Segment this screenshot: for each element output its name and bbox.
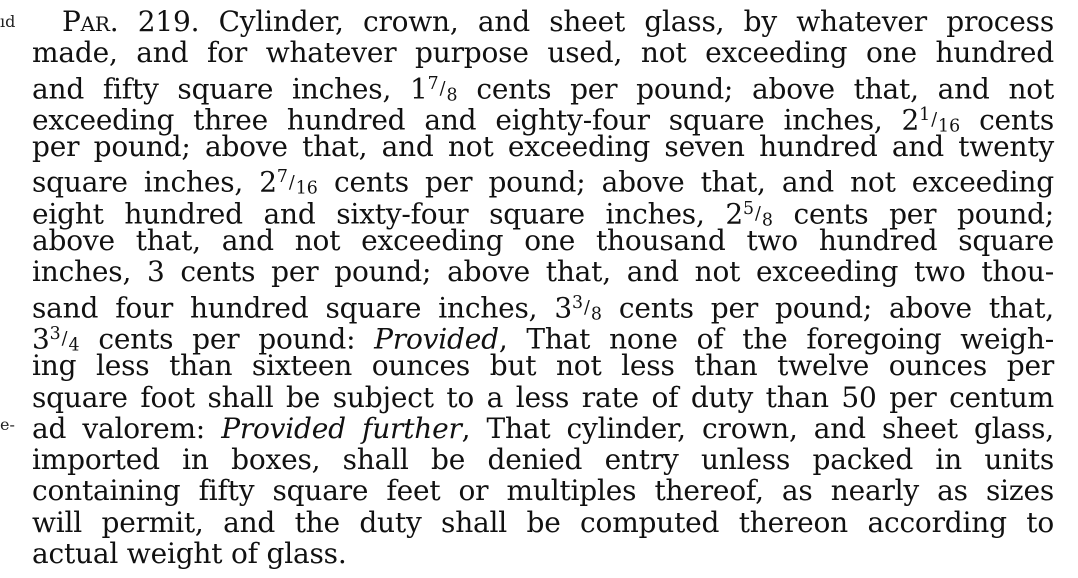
line-text: square foot shall be subject to a less rate of duty than 50 per centum [32,380,1054,414]
line-text: sand four hundred square inches, 3 [32,291,572,325]
paragraph-line [32,194,1054,231]
line-text: cents per pound: [79,322,375,356]
paragraph-line [32,475,1054,506]
line-text: will permit, and the duty shall be computed thereon according to [32,505,1054,539]
line-text: , That cylinder, crown, and sheet glass, [461,411,1054,445]
line-text: imported in boxes, shall be denied entry unless packed in units [32,443,1054,477]
paragraph-line [32,37,1054,68]
line-text: containing fifty square feet or multiples thereof, as nearly as sizes [32,474,1054,508]
paragraph-line [32,538,1054,569]
paragraph-line [32,319,1054,356]
fraction-denominator: 8 [446,84,458,105]
paragraph-line [32,100,1054,137]
paragraph-line [32,162,1054,200]
paragraph-line [32,131,1054,162]
fraction: 3/4 [49,323,80,356]
paragraph-line [32,225,1054,256]
fraction-denominator: 8 [590,303,602,324]
line-text: 3 [32,322,50,356]
italic-provided-further: Provided further [221,411,462,445]
paragraph-line [32,288,1054,325]
line-text: , That none of the foregoing weigh- [498,322,1054,356]
paragraph-line [32,256,1054,287]
paragraph-line [32,444,1054,475]
line-text: cents [960,103,1054,137]
paragraph-219 [32,6,1054,569]
fraction: 3/8 [571,292,602,324]
fraction-numerator: 3 [49,323,61,344]
fraction: 1/16 [919,104,961,137]
line-text: per pound; above that, and not exceeding seven hundred and twenty [32,130,1054,164]
line-text: ing less than sixteen ounces but not less than twelve ounces per [32,349,1054,383]
fraction-denominator: 16 [938,116,961,137]
line-text: exceeding three hundred and eighty-four square inches, 2 [32,103,920,137]
line-text: ad valorem: [32,411,222,445]
line-text: made, and for whatever purpose used, not exceeding one hundred [32,36,1054,70]
paragraph-line [32,6,1054,37]
line-text: actual weight of glass. [32,537,347,571]
fraction: 5/8 [742,198,773,231]
line-text: and fifty square inches, 1 [32,72,428,106]
line-text: cents per pound; [772,197,1054,231]
fraction-numerator: 7 [427,73,439,94]
fraction-numerator: 5 [742,198,754,219]
margin-note-top: ıd [0,12,16,31]
fraction-numerator: 1 [919,104,931,125]
line-text: inches, 3 cents per pound; above that, and not exceeding two thou- [32,255,1054,289]
italic-provided: Provided [374,322,499,356]
margin-note-middle: e- [0,415,15,434]
line-text: Cylinder, crown, and sheet glass, by whatever process [218,5,1054,38]
fraction-denominator: 4 [68,335,80,356]
line-text: square inches, 2 [32,166,277,200]
paragraph-line [32,382,1054,413]
fraction-denominator: 16 [295,178,318,199]
fraction-numerator: 3 [571,292,584,313]
line-text: cents per pound; above that, and not exceeding [317,166,1054,200]
fraction-numerator: 7 [276,167,288,188]
fraction: 7/16 [276,167,318,199]
paragraph-line [32,350,1054,381]
line-text: cents per pound; above that, [601,291,1054,325]
line-text: above that, and not exceeding one thousand two hundred square [32,224,1054,258]
line-text: eight hundred and sixty-four square inches, 2 [32,197,743,231]
line-text: cents per pound; above that, and not [457,72,1055,106]
fraction: 7/8 [427,73,458,105]
paragraph-label: Par. 219. [62,5,200,38]
paragraph-line [32,69,1055,106]
paragraph-line [32,413,1054,444]
fraction-denominator: 8 [761,210,773,231]
paragraph-line [32,507,1054,538]
